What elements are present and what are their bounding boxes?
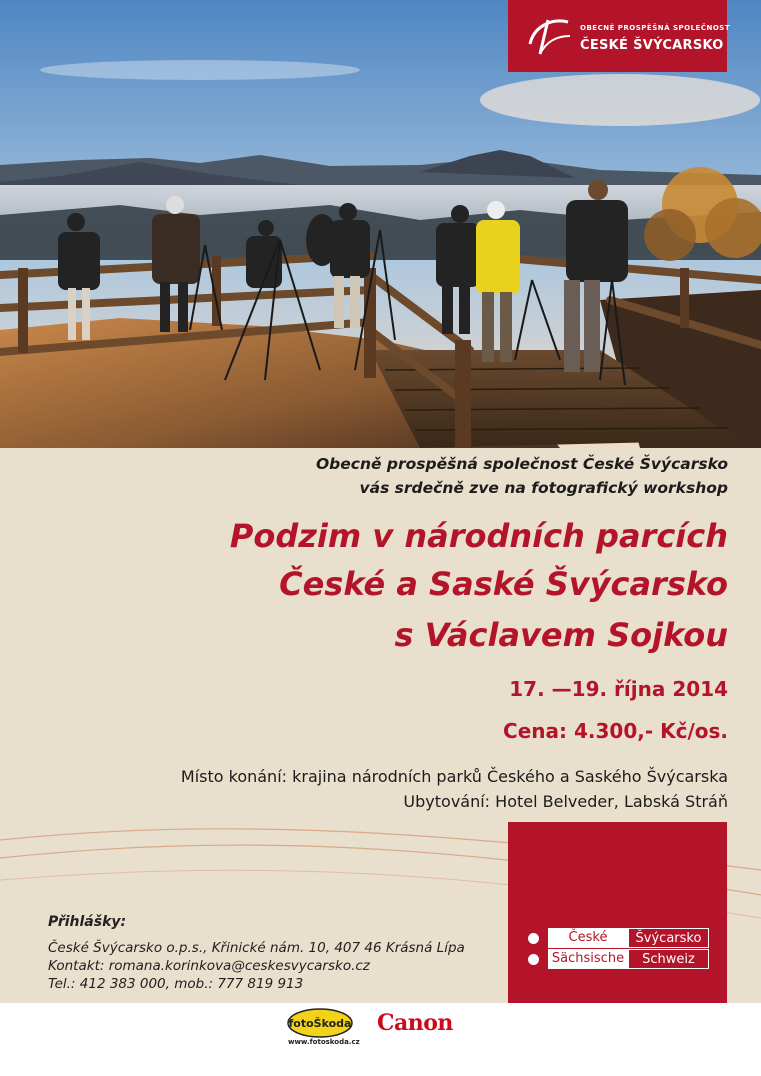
bullet-dot-icon xyxy=(528,954,539,965)
organization-logo-title: ČESKÉ ŠVÝCARSKO xyxy=(580,38,724,53)
title-line-3: s Václavem Sojkou xyxy=(394,616,728,654)
fotoskoda-url: www.fotoskoda.cz xyxy=(288,1038,360,1046)
event-venue: Místo konání: krajina národních parků Českého a Saského Švýcarska xyxy=(180,767,728,786)
logo-cz-right: Švýcarsko xyxy=(628,928,709,948)
organization-logo-subtitle: OBECNĚ PROSPĚŠNÁ SPOLEČNOST xyxy=(580,24,731,32)
fotoskoda-logo xyxy=(287,1008,353,1038)
contact-email: Kontakt: romana.korinkova@ceskesvycarsko.cz xyxy=(48,958,370,974)
bullet-dot-icon xyxy=(528,933,539,944)
title-line-2: České a Saské Švýcarsko xyxy=(279,565,728,603)
logo-de-left: Sächsische xyxy=(548,949,628,969)
intro-line-2: vás srdečně zve na fotografický workshop xyxy=(359,479,728,497)
logo-cz-left: České xyxy=(548,928,628,948)
national-park-logo-block xyxy=(508,822,727,1003)
contact-phone: Tel.: 412 383 000, mob.: 777 819 913 xyxy=(48,976,304,992)
intro-line-1: Obecně prospěšná společnost České Švýcarsko xyxy=(315,455,728,473)
contact-address: České Švýcarsko o.p.s., Křinické nám. 10, 407 46 Krásná Lípa xyxy=(48,940,465,956)
canon-logo: Canon xyxy=(377,1010,453,1036)
event-price: Cena: 4.300,- Kč/os. xyxy=(503,719,728,743)
event-lodging: Ubytování: Hotel Belveder, Labská Stráň xyxy=(403,792,728,811)
organization-logo xyxy=(508,0,731,72)
logo-de-right: Schweiz xyxy=(628,949,709,969)
organization-emblem-icon xyxy=(526,14,572,56)
registration-heading: Přihlášky: xyxy=(48,914,127,930)
title-line-1: Podzim v národních parcích xyxy=(229,517,728,555)
fotoskoda-logo-text: fotoŠkoda xyxy=(288,1017,352,1030)
event-dates: 17. —19. října 2014 xyxy=(509,677,728,701)
